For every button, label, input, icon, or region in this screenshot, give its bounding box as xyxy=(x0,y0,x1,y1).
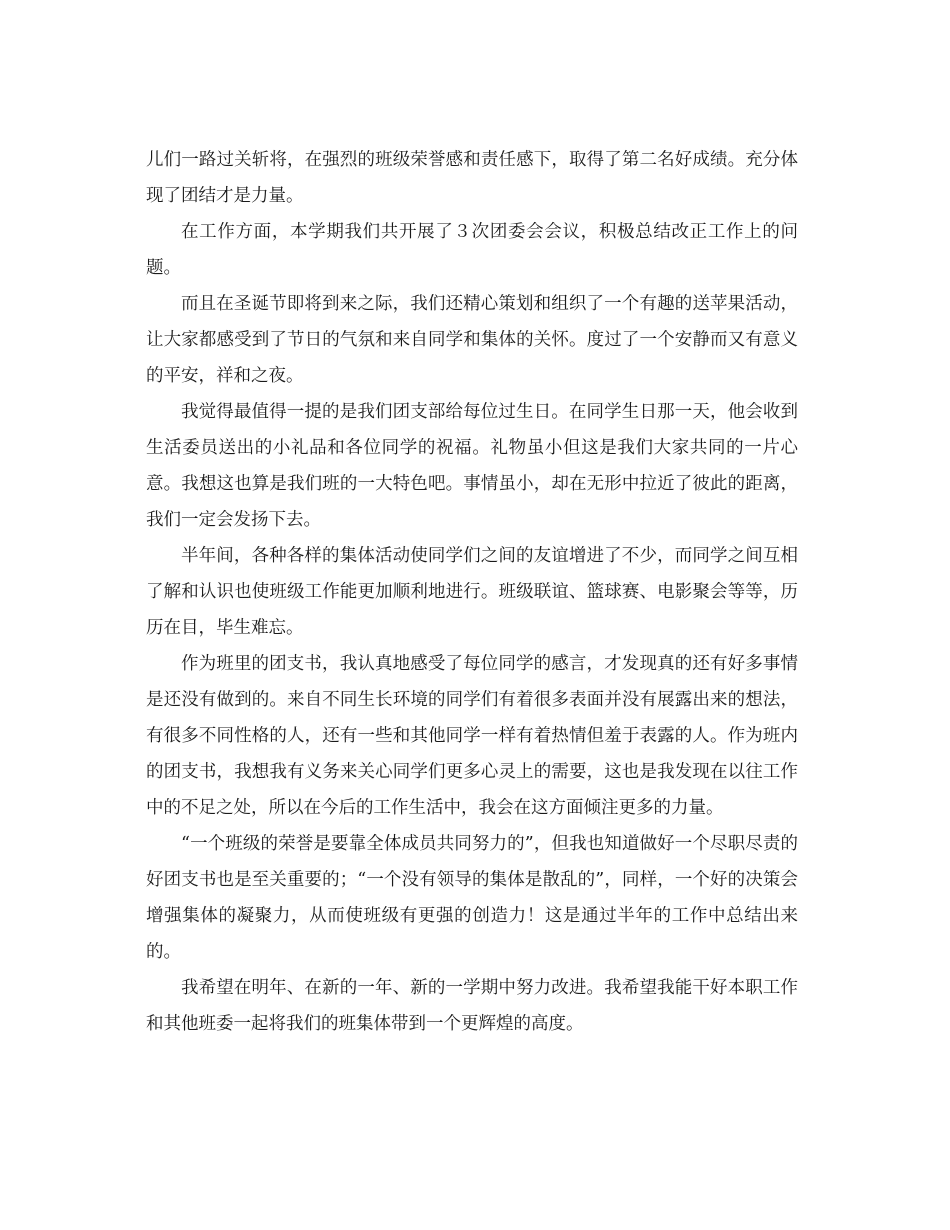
paragraph-class-honor: “一个班级的荣誉是要靠全体成员共同努力的”，但我也知道做好一个尽职尽责的好团支书也是至关重要的；“一个没有领导的集体是散乱的”，同样，一个好的决策会增强集体的凝聚力，从而使班级有更强的创造力！这是通过半年的工作中总结出来的。 xyxy=(146,834,798,962)
paragraph-collective-activities: 半年间，各种各样的集体活动使同学们之间的友谊增进了不少，而同学之间互相了解和认识也使班级工作能更加顺利地进行。班级联谊、篮球赛、电影聚会等等，历历在目，毕生难忘。 xyxy=(146,546,798,638)
document-body xyxy=(146,142,798,1042)
paragraph-christmas-activity: 而且在圣诞节即将到来之际，我们还精心策划和组织了一个有趣的送苹果活动，让大家都感受到了节日的气氛和来自同学和集体的关怀。度过了一个安静而又有意义的平安，祥和之夜。 xyxy=(146,294,798,386)
paragraph-continuation: 儿们一路过关斩将，在强烈的班级荣誉感和责任感下，取得了第二名好成绩。充分体现了团结才是力量。 xyxy=(146,150,798,206)
paragraph-future-hopes: 我希望在明年、在新的一年、新的一学期中努力改进。我希望我能干好本职工作和其他班委一起将我们的班集体带到一个更辉煌的高度。 xyxy=(146,978,798,1034)
paragraph-work-meetings: 在工作方面，本学期我们共开展了３次团委会会议，积极总结改正工作上的问题。 xyxy=(146,222,798,278)
paragraph-birthday-tradition: 我觉得最值得一提的是我们团支部给每位过生日。在同学生日那一天，他会收到生活委员送出的小礼品和各位同学的祝福。礼物虽小但这是我们大家共同的一片心意。我想这也算是我们班的一大特色吧。事情虽小，却在无形中拉近了彼此的距离，我们一定会发扬下去。 xyxy=(146,402,798,530)
paragraph-reflection: 作为班里的团支书，我认真地感受了每位同学的感言，才发现真的还有好多事情是还没有做到的。来自不同生长环境的同学们有着很多表面并没有展露出来的想法，有很多不同性格的人，还有一些和其他同学一样有着热情但羞于表露的人。作为班内的团支书，我想我有义务来关心同学们更多心灵上的需要，这也是我发现在以往工作中的不足之处，所以在今后的工作生活中，我会在这方面倾注更多的力量。 xyxy=(146,654,798,818)
